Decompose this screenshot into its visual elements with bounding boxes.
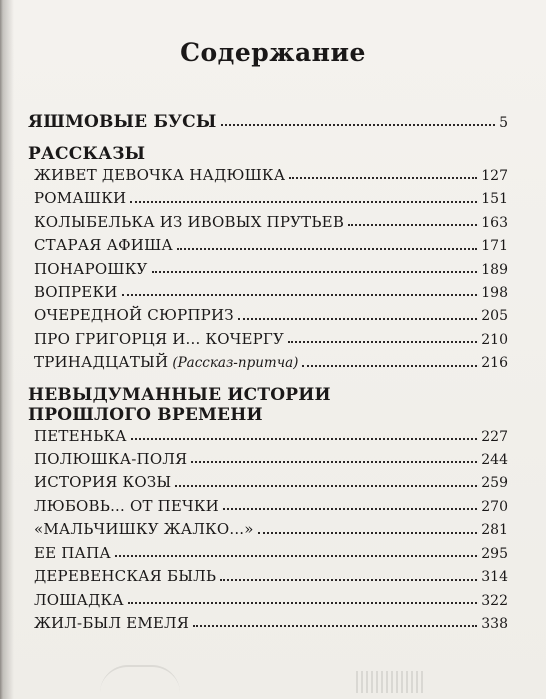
entry-label: ПОНАРОШКУ bbox=[34, 259, 148, 278]
page-number: 314 bbox=[481, 569, 508, 586]
toc-entry[interactable] bbox=[28, 328, 508, 351]
page-number: 216 bbox=[481, 355, 508, 372]
entry-label: ПРО ГРИГОРЦЯ И... КОЧЕРГУ bbox=[34, 329, 285, 348]
page-number: 198 bbox=[481, 285, 508, 302]
toc-entry[interactable] bbox=[28, 258, 508, 281]
dot-leader bbox=[175, 485, 477, 487]
dot-leader bbox=[131, 438, 478, 440]
page-number: 259 bbox=[481, 475, 508, 492]
dot-leader bbox=[289, 177, 477, 179]
section-yashmovye-busy bbox=[28, 112, 508, 134]
dot-leader bbox=[223, 508, 477, 510]
entry-label: ОЧЕРЕДНОЙ СЮРПРИЗ bbox=[34, 306, 234, 325]
page-number: 210 bbox=[481, 331, 508, 348]
dot-leader bbox=[191, 461, 477, 463]
toc-entry[interactable] bbox=[28, 471, 508, 494]
section-heading-row[interactable] bbox=[28, 112, 508, 134]
dot-leader bbox=[258, 532, 478, 534]
dot-leader bbox=[177, 248, 477, 250]
entry-label: РОМАШКИ bbox=[34, 189, 127, 208]
toc-entry[interactable] bbox=[28, 542, 508, 565]
dot-leader bbox=[220, 579, 477, 581]
page-number: 127 bbox=[481, 168, 508, 184]
toc-entry[interactable] bbox=[28, 589, 508, 612]
toc-entry[interactable] bbox=[28, 304, 508, 327]
dot-leader bbox=[193, 625, 477, 627]
toc-entry[interactable] bbox=[28, 187, 508, 210]
toc-entry[interactable] bbox=[28, 234, 508, 257]
dot-leader bbox=[238, 318, 477, 320]
toc-entry[interactable] bbox=[28, 425, 508, 448]
entry-label: СТАРАЯ АФИША bbox=[34, 236, 173, 255]
entry-label: ЕЕ ПАПА bbox=[34, 543, 111, 562]
dot-leader bbox=[115, 555, 477, 557]
toc-entry[interactable] bbox=[28, 565, 508, 588]
table-of-contents bbox=[28, 112, 508, 645]
page-number: 322 bbox=[481, 592, 508, 609]
page-number: 151 bbox=[481, 191, 508, 208]
page-number: 5 bbox=[499, 115, 508, 131]
dot-leader bbox=[288, 341, 477, 343]
entry-label: ПЕТЕНЬКА bbox=[34, 426, 127, 445]
toc-entry[interactable] bbox=[28, 612, 508, 635]
page-title: Содержание bbox=[180, 38, 366, 67]
dot-leader bbox=[152, 271, 478, 273]
section-title-line-1: НЕВЫДУМАННЫЕ ИСТОРИИ bbox=[28, 384, 331, 405]
section-nevydumannye-istorii bbox=[28, 385, 508, 636]
entry-label: ЖИВЕТ ДЕВОЧКА НАДЮШКА bbox=[34, 166, 286, 184]
page-number: 163 bbox=[481, 214, 508, 231]
section-title-line-2: ПРОШЛОГО ВРЕМЕНИ bbox=[28, 404, 263, 425]
page-number: 171 bbox=[481, 238, 508, 255]
page-number: 270 bbox=[481, 498, 508, 515]
dot-leader bbox=[302, 365, 477, 367]
toc-entry[interactable] bbox=[28, 518, 508, 541]
entry-label: ЖИЛ-БЫЛ ЕМЕЛЯ bbox=[34, 613, 190, 632]
entry-label: ТРИНАДЦАТЫЙ bbox=[34, 353, 169, 372]
entry-label: ВОПРЕКИ bbox=[34, 283, 118, 302]
entry-subtitle: (Рассказ-притча) bbox=[172, 355, 299, 372]
toc-entry[interactable] bbox=[28, 351, 508, 374]
bleed-through-stamp bbox=[100, 665, 180, 693]
toc-entry[interactable] bbox=[28, 448, 508, 471]
dot-leader bbox=[348, 224, 477, 226]
page-number: 295 bbox=[481, 545, 508, 562]
section-title: РАССКАЗЫ bbox=[28, 144, 146, 164]
page-number: 281 bbox=[481, 522, 508, 539]
toc-entry[interactable] bbox=[28, 164, 508, 187]
bleed-through-barcode bbox=[356, 671, 426, 693]
section-rasskazy bbox=[28, 144, 508, 375]
dot-leader bbox=[128, 602, 477, 604]
toc-entry[interactable] bbox=[28, 281, 508, 304]
page-number: 189 bbox=[481, 261, 508, 278]
page-number: 227 bbox=[481, 428, 508, 445]
entry-label: «МАЛЬЧИШКУ ЖАЛКО...» bbox=[34, 520, 254, 539]
entry-label: ИСТОРИЯ КОЗЫ bbox=[34, 473, 172, 492]
section-title: ЯШМОВЫЕ БУСЫ bbox=[28, 112, 217, 132]
entry-label: ЛЮБОВЬ... ОТ ПЕЧКИ bbox=[34, 496, 219, 515]
entry-label: ПОЛЮШКА-ПОЛЯ bbox=[34, 450, 188, 469]
page-number: 244 bbox=[481, 452, 508, 469]
entry-label: ЛОШАДКА bbox=[34, 590, 124, 609]
toc-entry[interactable] bbox=[28, 495, 508, 518]
entry-label: ДЕРЕВЕНСКАЯ БЫЛЬ bbox=[34, 567, 217, 586]
entry-label: КОЛЫБЕЛЬКА ИЗ ИВОВЫХ ПРУТЬЕВ bbox=[34, 212, 345, 231]
toc-entry[interactable] bbox=[28, 211, 508, 234]
page-number: 205 bbox=[481, 308, 508, 325]
dot-leader bbox=[221, 124, 496, 126]
dot-leader bbox=[122, 294, 478, 296]
dot-leader bbox=[130, 201, 477, 203]
page-number: 338 bbox=[481, 615, 508, 632]
